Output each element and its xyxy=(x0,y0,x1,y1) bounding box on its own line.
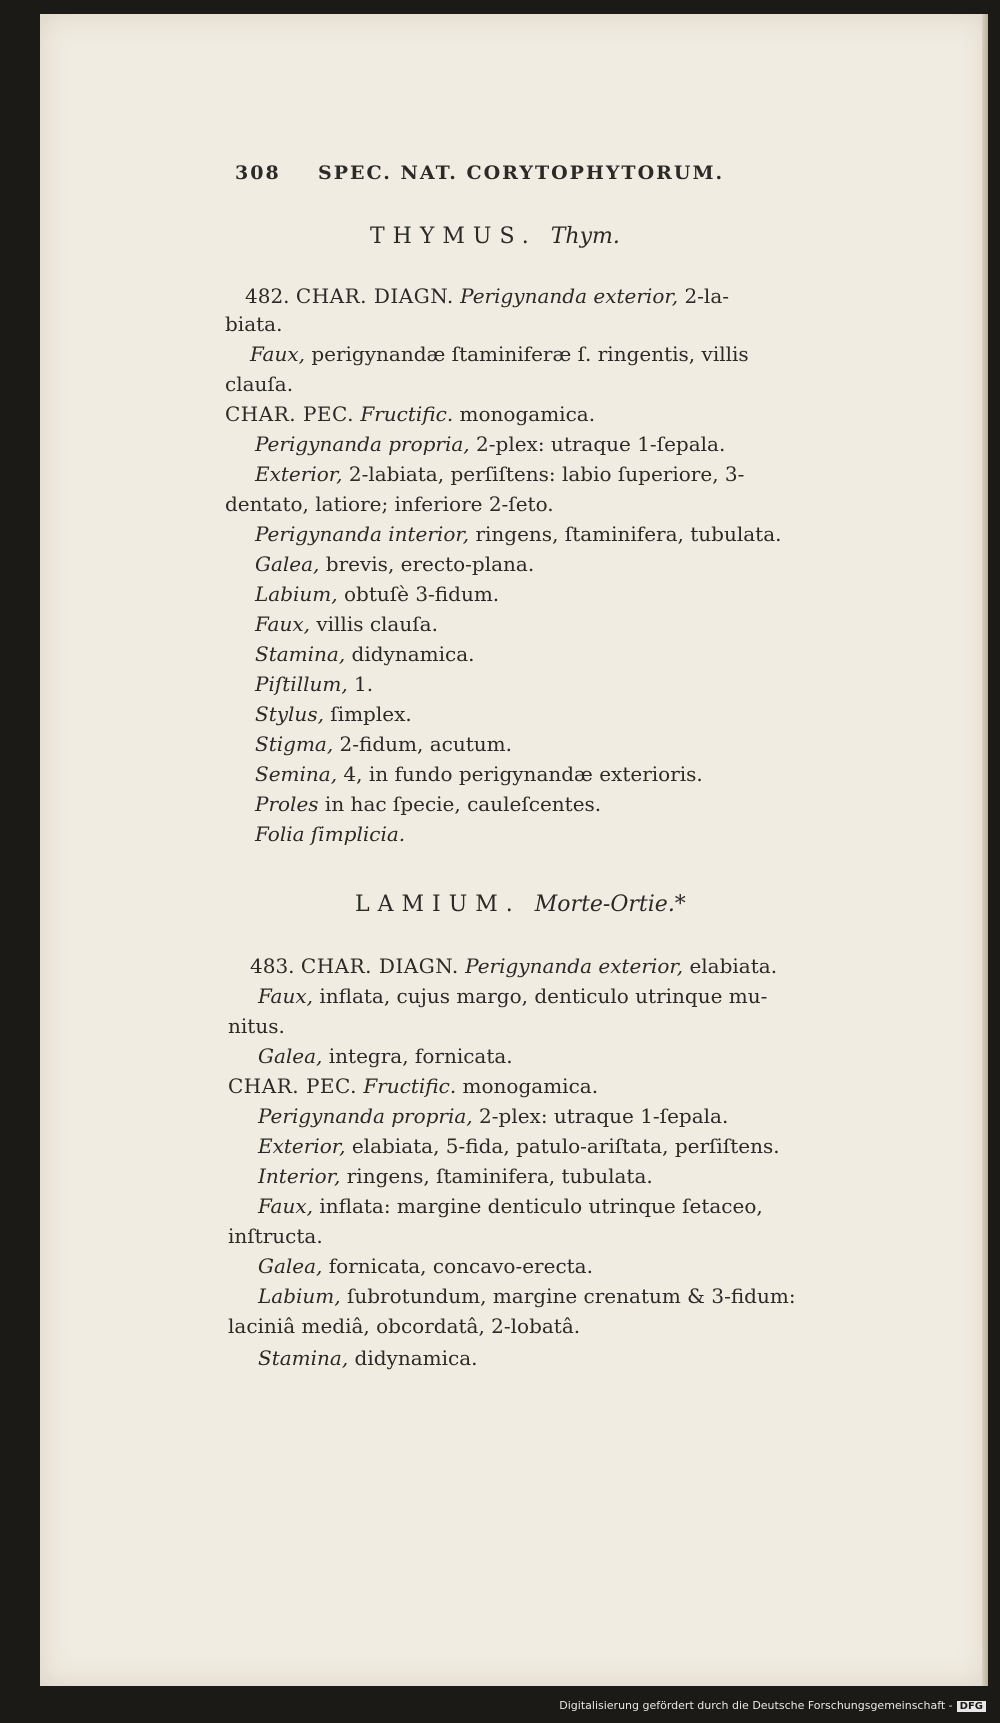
thymus-line-2: biata. xyxy=(225,312,283,336)
thymus-line-3: Faux, perigynandæ ſtaminiferæ ſ. ringentis, villis xyxy=(250,342,749,366)
page-number: 308 xyxy=(235,162,281,184)
lamium-line-3: nitus. xyxy=(228,1014,285,1038)
lamium-line-8: Interior, ringens, ſtaminifera, tubulata. xyxy=(258,1164,653,1188)
thymus-line-12: Faux, villis clauſa. xyxy=(255,612,438,636)
lamium-line-6: Perigynanda propria, 2-plex: utraque 1-ſepala. xyxy=(258,1104,729,1128)
running-head: SPEC. NAT. CORYTOPHYTORUM. xyxy=(318,162,725,184)
page-edge xyxy=(982,14,988,1686)
thymus-line-5: CHAR. PEC. Fructific. monogamica. xyxy=(225,402,596,426)
thymus-line-4: clauſa. xyxy=(225,372,294,396)
lamium-line-9: Faux, inflata: margine denticulo utrinque ſetaceo, xyxy=(258,1194,763,1218)
thymus-line-10: Galea, brevis, erecto-plana. xyxy=(255,552,535,576)
book-page xyxy=(40,14,988,1686)
thymus-line-19: Folia ſimplicia. xyxy=(255,822,406,846)
digitization-credit: Digitalisierung gefördert durch die Deutsche Forschungsgemeinschaft - DFG xyxy=(0,1699,1000,1719)
thymus-line-11: Labium, obtuſè 3-fidum. xyxy=(255,582,500,606)
lamium-line-13: laciniâ mediâ, obcordatâ, 2-lobatâ. xyxy=(228,1314,581,1338)
thymus-line-16: Stigma, 2-fidum, acutum. xyxy=(255,732,512,756)
dfg-logo: DFG xyxy=(957,1701,986,1712)
thymus-line-17: Semina, 4, in fundo perigynandæ exterioris. xyxy=(255,762,703,786)
thymus-line-18: Proles in hac ſpecie, cauleſcentes. xyxy=(255,792,602,816)
genus-title-thymus: THYMUS. Thym. xyxy=(370,224,620,249)
thymus-line-9: Perigynanda interior, ringens, ſtaminifera, tubulata. xyxy=(255,522,782,546)
thymus-line-14: Piſtillum, 1. xyxy=(255,672,374,696)
thymus-line-1: 482. CHAR. DIAGN. Perigynanda exterior, 2-la- xyxy=(245,284,730,308)
lamium-line-14: Stamina, didynamica. xyxy=(258,1346,478,1370)
thymus-line-13: Stamina, didynamica. xyxy=(255,642,475,666)
genus-title-lamium: LAMIUM. Morte-Ortie.* xyxy=(355,892,686,917)
lamium-line-12: Labium, ſubrotundum, margine crenatum & 3-fidum: xyxy=(258,1284,796,1308)
thymus-line-15: Stylus, ſimplex. xyxy=(255,702,412,726)
lamium-line-2: Faux, inflata, cujus margo, denticulo utrinque mu- xyxy=(258,984,768,1008)
lamium-line-4: Galea, integra, fornicata. xyxy=(258,1044,513,1068)
lamium-line-11: Galea, fornicata, concavo-erecta. xyxy=(258,1254,593,1278)
lamium-line-7: Exterior, elabiata, 5-fida, patulo-ariſtata, perſiſtens. xyxy=(258,1134,780,1158)
lamium-line-5: CHAR. PEC. Fructific. monogamica. xyxy=(228,1074,599,1098)
lamium-line-10: inſtructa. xyxy=(228,1224,323,1248)
thymus-line-8: dentato, latiore; inferiore 2-ſeto. xyxy=(225,492,554,516)
thymus-line-7: Exterior, 2-labiata, perſiſtens: labio ſuperiore, 3- xyxy=(255,462,745,486)
lamium-line-1: 483. CHAR. DIAGN. Perigynanda exterior, elabiata. xyxy=(250,954,778,978)
thymus-line-6: Perigynanda propria, 2-plex: utraque 1-ſepala. xyxy=(255,432,726,456)
